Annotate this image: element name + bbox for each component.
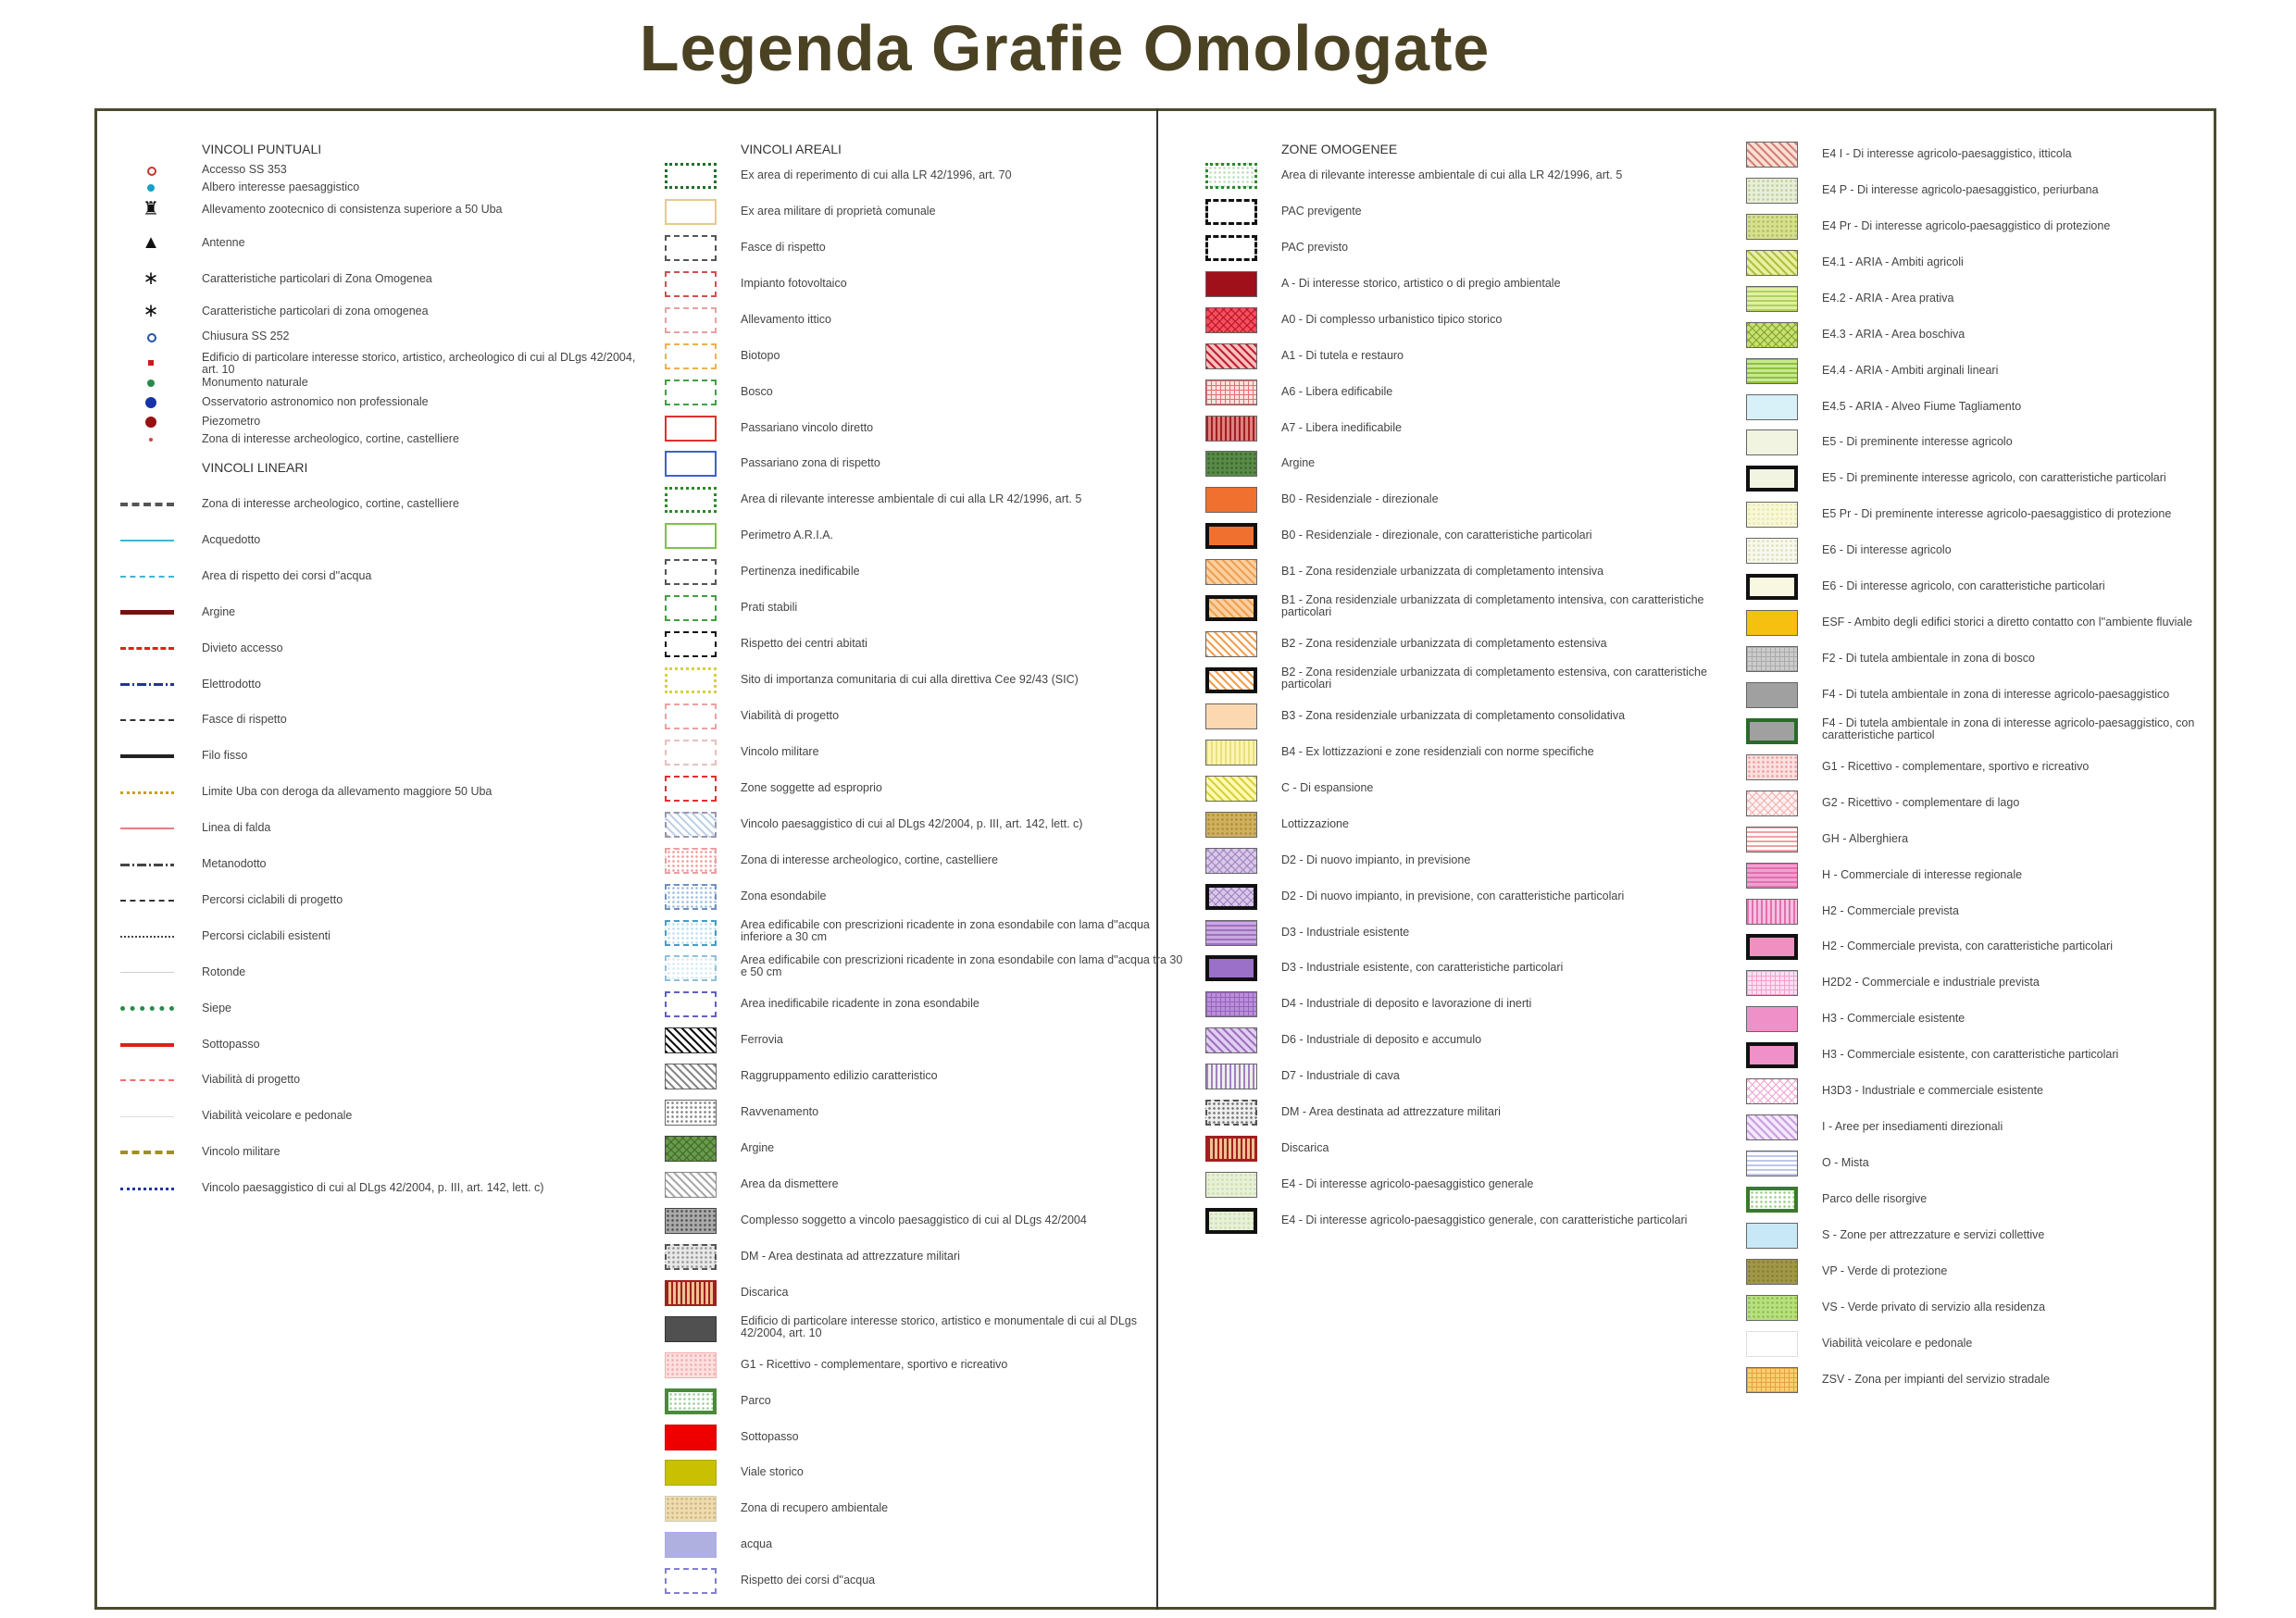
line-symbol-icon (120, 1079, 174, 1081)
legend-label: Acquedotto (202, 532, 261, 546)
legend-label: ESF - Ambito degli edifici storici a diretto contatto con l''ambiente fluviale (1822, 616, 2193, 629)
zone-swatch (1746, 1042, 1798, 1068)
legend-label: Monumento naturale (202, 376, 308, 389)
legend-label: S - Zone per attrezzature e servizi collettive (1822, 1227, 2045, 1241)
zone-swatch (1746, 646, 1798, 672)
zone-swatch (1205, 703, 1257, 729)
areal-swatch (665, 991, 717, 1017)
column-header: VINCOLI LINEARI (202, 460, 308, 475)
legend-label: D2 - Di nuovo impianto, in previsione, con caratteristiche particolari (1281, 889, 1625, 902)
legend-label: Allevamento zootecnico di consistenza superiore a 50 Uba (202, 203, 503, 216)
line-symbol-icon (120, 1043, 174, 1047)
line-symbol-icon (120, 610, 174, 615)
areal-swatch (665, 343, 717, 369)
zone-swatch (1205, 812, 1257, 838)
legend-label: Zona di recupero ambientale (741, 1501, 889, 1515)
legend-label: PAC previgente (1281, 204, 1362, 218)
legend-label: Ex area di reperimento di cui alla LR 42/1996, art. 70 (741, 168, 1012, 181)
legend-label: Bosco (741, 384, 773, 398)
areal-swatch (665, 199, 717, 225)
legend-label: Raggruppamento edilizio caratteristico (741, 1069, 938, 1083)
legend-label: Impianto fotovoltaico (741, 276, 847, 290)
legend-label: D2 - Di nuovo impianto, in previsione (1281, 853, 1471, 866)
areal-swatch (665, 271, 717, 297)
line-symbol-icon (120, 1188, 174, 1190)
legend-label: Limite Uba con deroga da allevamento maggiore 50 Uba (202, 785, 493, 799)
legend-label: Area inedificabile ricadente in zona esondabile (741, 997, 980, 1011)
zone-swatch (1205, 595, 1257, 621)
legend-label: E6 - Di interesse agricolo, con caratteristiche particolari (1822, 579, 2105, 593)
legend-label: Viale storico (741, 1465, 804, 1479)
zone-swatch (1205, 307, 1257, 333)
legend-label: E4.4 - ARIA - Ambiti arginali lineari (1822, 363, 1999, 377)
point-symbol-icon (148, 360, 154, 366)
legend-label: Discarica (1281, 1141, 1329, 1155)
legend-label: E4 Pr - Di interesse agricolo-paesaggistico di protezione (1822, 218, 2111, 232)
zone-swatch (1746, 970, 1798, 996)
areal-swatch (665, 523, 717, 549)
legend-label: B0 - Residenziale - direzionale (1281, 492, 1439, 506)
areal-swatch (665, 1280, 717, 1306)
areal-swatch (665, 1532, 717, 1558)
point-symbol-icon (147, 380, 155, 387)
legend-label: G1 - Ricettivo - complementare, sportivo e ricreativo (1822, 759, 2090, 773)
zone-swatch (1205, 235, 1257, 261)
zone-swatch (1746, 1114, 1798, 1140)
zone-swatch (1746, 1187, 1798, 1213)
legend-label: F4 - Di tutela ambientale in zona di interesse agricolo-paesaggistico (1822, 687, 2170, 701)
legend-label: D3 - Industriale esistente, con caratteristiche particolari (1281, 961, 1564, 975)
areal-swatch (665, 920, 717, 946)
areal-swatch (665, 1100, 717, 1126)
legend-label: Albero interesse paesaggistico (202, 180, 360, 193)
zone-swatch (1746, 538, 1798, 564)
legend-label: Rispetto dei centri abitati (741, 637, 867, 651)
line-symbol-icon (120, 647, 174, 650)
legend-label: H2 - Commerciale prevista (1822, 903, 1959, 917)
legend-label: Allevamento ittico (741, 312, 831, 326)
zone-swatch (1746, 899, 1798, 925)
areal-swatch (665, 595, 717, 621)
point-symbol-icon (149, 438, 153, 442)
legend-label: O - Mista (1822, 1156, 1869, 1170)
legend-label: Viabilità veicolare e pedonale (1822, 1336, 1973, 1350)
zone-swatch (1746, 250, 1798, 276)
areal-swatch (665, 1172, 717, 1198)
legend-label: VS - Verde privato di servizio alla residenza (1822, 1300, 2046, 1313)
legend-label: DM - Area destinata ad attrezzature militari (741, 1249, 960, 1263)
zone-swatch (1205, 955, 1257, 981)
legend-label: Pertinenza inedificabile (741, 565, 860, 579)
line-symbol-icon (120, 1151, 174, 1154)
legend-label: F2 - Di tutela ambientale in zona di bosco (1822, 652, 2035, 666)
legend-label: Piezometro (202, 415, 261, 428)
legend-label: E4 - Di interesse agricolo-paesaggistico generale, con caratteristiche particolari (1281, 1213, 1688, 1226)
zone-swatch (1205, 559, 1257, 585)
legend-label: Argine (741, 1141, 775, 1155)
zone-swatch (1746, 502, 1798, 528)
legend-label: Elettrodotto (202, 677, 261, 691)
point-symbol-icon: ♜ (143, 199, 159, 219)
areal-swatch (665, 1388, 717, 1414)
zone-swatch (1205, 667, 1257, 693)
legend-label: Parco (741, 1393, 771, 1407)
areal-swatch (665, 631, 717, 657)
zone-swatch (1205, 163, 1257, 189)
zone-swatch (1746, 214, 1798, 240)
line-symbol-icon (120, 576, 174, 578)
legend-label: E4.2 - ARIA - Area prativa (1822, 291, 1954, 305)
legend-label: Passariano zona di rispetto (741, 456, 880, 470)
legend-label: Viabilità di progetto (202, 1073, 301, 1087)
legend-label: B3 - Zona residenziale urbanizzata di completamento consolidativa (1281, 708, 1626, 722)
point-symbol-icon: ∗ (143, 301, 159, 321)
zone-swatch (1746, 754, 1798, 780)
zone-swatch (1205, 487, 1257, 513)
areal-swatch (665, 1352, 717, 1378)
legend-label: E4.3 - ARIA - Area boschiva (1822, 327, 1965, 341)
legend-label: Siepe (202, 1001, 231, 1014)
areal-swatch (665, 235, 717, 261)
legend-label: A7 - Libera inedificabile (1281, 420, 1402, 434)
zone-swatch (1205, 380, 1257, 405)
legend-label: A6 - Libera edificabile (1281, 384, 1393, 398)
zone-swatch (1205, 1064, 1257, 1089)
line-symbol-icon (120, 1116, 174, 1117)
legend-label: D4 - Industriale di deposito e lavorazione di inerti (1281, 997, 1532, 1011)
areal-swatch (665, 740, 717, 765)
zone-swatch (1205, 1027, 1257, 1053)
areal-swatch (665, 812, 717, 838)
legend-label: E4.5 - ARIA - Alveo Fiume Tagliamento (1822, 399, 2022, 413)
legend-label: Fasce di rispetto (202, 713, 287, 727)
legend-label: E4 P - Di interesse agricolo-paesaggistico, periurbana (1822, 182, 2099, 196)
legend-label: Percorsi ciclabili esistenti (202, 928, 331, 942)
legend-label: Area di rilevante interesse ambientale di cui alla LR 42/1996, art. 5 (741, 492, 1082, 506)
legend-label: D6 - Industriale di deposito e accumulo (1281, 1033, 1482, 1047)
areal-swatch (665, 487, 717, 513)
areal-swatch (665, 307, 717, 333)
zone-swatch (1746, 286, 1798, 312)
legend-label: Edificio di particolare interesse storico, artistico e monumentale di cui al DLgs 42/2004, art. 10 (741, 1313, 1137, 1339)
areal-swatch (665, 1316, 717, 1342)
legend-label: B2 - Zona residenziale urbanizzata di completamento estensiva, con caratteristiche particolari (1281, 666, 1707, 691)
legend-label: Ferrovia (741, 1033, 783, 1047)
zone-swatch (1746, 1259, 1798, 1285)
zone-swatch (1746, 790, 1798, 816)
legend-label: H - Commerciale di interesse regionale (1822, 867, 2023, 881)
legend-label: acqua (741, 1537, 773, 1551)
line-symbol-icon (120, 754, 174, 758)
point-symbol-icon (145, 417, 156, 428)
legend-label: E5 - Di preminente interesse agricolo, con caratteristiche particolari (1822, 471, 2166, 485)
legend-label: Area edificabile con prescrizioni ricadente in zona esondabile con lama d''acqua tra 30 e 50 cm (741, 953, 1183, 979)
legend-label: Rotonde (202, 965, 246, 978)
line-symbol-icon (120, 900, 174, 902)
zone-swatch (1205, 848, 1257, 874)
legend-label: A0 - Di complesso urbanistico tipico storico (1281, 312, 1503, 326)
legend-label: G1 - Ricettivo - complementare, sportivo e ricreativo (741, 1357, 1008, 1371)
line-symbol-icon (120, 936, 174, 938)
legend-label: Caratteristiche particolari di Zona Omogenea (202, 272, 432, 285)
zone-swatch (1746, 358, 1798, 384)
zone-swatch (1746, 827, 1798, 853)
areal-swatch (665, 163, 717, 189)
zone-swatch (1746, 1223, 1798, 1249)
page-title: Legenda Grafie Omologate (639, 12, 1491, 84)
areal-swatch (665, 1568, 717, 1594)
line-symbol-icon (120, 719, 174, 721)
zone-swatch (1205, 920, 1257, 946)
legend-label: A - Di interesse storico, artistico o di pregio ambientale (1281, 276, 1561, 290)
point-symbol-icon: ∗ (143, 268, 159, 289)
areal-swatch (665, 1136, 717, 1162)
legend-label: Vincolo militare (202, 1145, 281, 1159)
legend-label: H3 - Commerciale esistente, con caratteristiche particolari (1822, 1048, 2119, 1062)
point-symbol-icon (147, 167, 156, 176)
legend-label: Discarica (741, 1285, 789, 1299)
zone-swatch (1205, 1172, 1257, 1198)
zone-swatch (1746, 394, 1798, 420)
zone-swatch (1746, 322, 1798, 348)
zone-swatch (1205, 884, 1257, 910)
legend-label: Area di rilevante interesse ambientale di cui alla LR 42/1996, art. 5 (1281, 168, 1623, 181)
legend-label: H3D3 - Industriale e commerciale esistente (1822, 1084, 2043, 1098)
column-header: VINCOLI AREALI (741, 142, 842, 156)
legend-label: G2 - Ricettivo - complementare di lago (1822, 795, 2020, 809)
legend-label: Zone soggette ad esproprio (741, 780, 882, 794)
zone-swatch (1746, 1006, 1798, 1032)
legend-label: Fasce di rispetto (741, 240, 826, 254)
legend-label: VP - Verde di protezione (1822, 1263, 1948, 1277)
legend-label: E4 - Di interesse agricolo-paesaggistico generale (1281, 1177, 1534, 1191)
legend-label: D3 - Industriale esistente (1281, 925, 1410, 939)
zone-swatch (1746, 934, 1798, 960)
legend-label: Viabilità di progetto (741, 708, 840, 722)
zone-swatch (1746, 1331, 1798, 1357)
areal-swatch (665, 1496, 717, 1522)
areal-swatch (665, 1064, 717, 1089)
legend-label: PAC previsto (1281, 240, 1349, 254)
zone-swatch (1746, 863, 1798, 889)
point-symbol-icon (147, 333, 156, 342)
line-symbol-icon (120, 503, 174, 506)
legend-label: Chiusura SS 252 (202, 330, 290, 342)
legend-label: Divieto accesso (202, 641, 283, 654)
legend-label: Rispetto dei corsi d''acqua (741, 1574, 876, 1587)
legend-label: Biotopo (741, 348, 780, 362)
zone-swatch (1205, 523, 1257, 549)
legend-label: Ravvenamento (741, 1105, 819, 1119)
legend-label: Vincolo paesaggistico di cui al DLgs 42/2004, p. III, art. 142, lett. c) (202, 1181, 544, 1195)
legend-label: Argine (202, 604, 236, 618)
legend-label: Vincolo militare (741, 744, 819, 758)
zone-swatch (1746, 574, 1798, 600)
line-symbol-icon (120, 683, 174, 686)
legend-label: E4.1 - ARIA - Ambiti agricoli (1822, 255, 1964, 268)
legend-label: DM - Area destinata ad attrezzature militari (1281, 1105, 1501, 1119)
legend-label: Sottopasso (202, 1037, 260, 1051)
zone-swatch (1746, 1295, 1798, 1321)
areal-swatch (665, 776, 717, 802)
areal-swatch (665, 848, 717, 874)
legend-label: Caratteristiche particolari di zona omogenea (202, 305, 429, 317)
point-symbol-icon (145, 397, 156, 408)
zone-swatch (1746, 610, 1798, 636)
areal-swatch (665, 884, 717, 910)
legend-label: E6 - Di interesse agricolo (1822, 543, 1952, 557)
zone-swatch (1205, 416, 1257, 442)
zone-swatch (1746, 1078, 1798, 1104)
legend-label: F4 - Di tutela ambientale in zona di interesse agricolo-paesaggistico, con caratteristiche particol (1822, 716, 2195, 741)
zone-swatch (1746, 1151, 1798, 1176)
legend-label: Argine (1281, 456, 1316, 470)
zone-swatch (1205, 740, 1257, 765)
legend-label: Zona esondabile (741, 889, 827, 902)
legend-label: Ex area militare di proprietà comunale (741, 204, 936, 218)
zone-swatch (1746, 718, 1798, 744)
legend-label: Prati stabili (741, 601, 798, 615)
legend-label: Accesso SS 353 (202, 163, 287, 176)
zone-swatch (1746, 429, 1798, 455)
zone-swatch (1205, 991, 1257, 1017)
legend-label: C - Di espansione (1281, 780, 1374, 794)
line-symbol-icon (120, 864, 174, 866)
zone-swatch (1205, 1208, 1257, 1234)
legend-label: Zona di interesse archeologico, cortine, castelliere (202, 432, 459, 445)
line-symbol-icon (120, 972, 174, 973)
zone-swatch (1205, 271, 1257, 297)
zone-swatch (1205, 1136, 1257, 1162)
legend-label: Filo fisso (202, 749, 248, 763)
areal-swatch (665, 1244, 717, 1270)
areal-swatch (665, 1027, 717, 1053)
point-symbol-icon (147, 184, 155, 192)
areal-swatch (665, 703, 717, 729)
legend-label: B1 - Zona residenziale urbanizzata di completamento intensiva, con caratteristiche particolari (1281, 593, 1704, 619)
zone-swatch (1746, 178, 1798, 204)
legend-label: Osservatorio astronomico non professionale (202, 395, 429, 408)
areal-swatch (665, 1460, 717, 1486)
areal-swatch (665, 1208, 717, 1234)
areal-swatch (665, 559, 717, 585)
legend-label: H2D2 - Commerciale e industriale prevista (1822, 976, 2040, 989)
legend-label: B0 - Residenziale - direzionale, con caratteristiche particolari (1281, 529, 1592, 542)
legend-label: D7 - Industriale di cava (1281, 1069, 1400, 1083)
zone-swatch (1205, 631, 1257, 657)
legend-label: H2 - Commerciale prevista, con caratteristiche particolari (1822, 940, 2113, 953)
legend-label: E4 I - Di interesse agricolo-paesaggistico, itticola (1822, 147, 2072, 160)
column-header: ZONE OMOGENEE (1281, 142, 1398, 156)
areal-swatch (665, 955, 717, 981)
legend-label: Perimetro A.R.I.A. (741, 529, 834, 542)
legend-label: Sottopasso (741, 1429, 799, 1443)
zone-swatch (1205, 199, 1257, 225)
zone-swatch (1746, 682, 1798, 708)
line-symbol-icon (120, 791, 174, 794)
legend-label: Lottizzazione (1281, 816, 1349, 830)
legend-label: Edificio di particolare interesse storico, artistico, archeologico di cui al DLgs 42/2004, art. 10 (202, 351, 636, 376)
legend-label: E5 - Di preminente interesse agricolo (1822, 435, 2013, 449)
legend-label: Zona di interesse archeologico, cortine, castelliere (202, 497, 459, 510)
legend-label: Linea di falda (202, 821, 271, 835)
zone-swatch (1746, 466, 1798, 492)
areal-swatch (665, 451, 717, 477)
zone-swatch (1205, 451, 1257, 477)
line-symbol-icon (120, 540, 174, 541)
legend-label: ZSV - Zona per impianti del servizio stradale (1822, 1372, 2050, 1386)
legend-label: Antenne (202, 236, 245, 249)
legend-label: Complesso soggetto a vincolo paesaggistico di cui al DLgs 42/2004 (741, 1213, 1087, 1226)
areal-swatch (665, 667, 717, 693)
legend-label: B1 - Zona residenziale urbanizzata di completamento intensiva (1281, 565, 1604, 579)
legend-label: Area da dismettere (741, 1177, 839, 1191)
legend-label: Vincolo paesaggistico di cui al DLgs 42/2004, p. III, art. 142, lett. c) (741, 816, 1083, 830)
legend-label: Passariano vincolo diretto (741, 420, 874, 434)
legend-label: E5 Pr - Di preminente interesse agricolo-paesaggistico di protezione (1822, 507, 2172, 521)
zone-swatch (1746, 142, 1798, 168)
legend-label: GH - Alberghiera (1822, 831, 1909, 845)
legend-label: Percorsi ciclabili di progetto (202, 892, 343, 906)
legend-label: Area di rispetto dei corsi d''acqua (202, 568, 372, 582)
legend-label: B2 - Zona residenziale urbanizzata di completamento estensiva (1281, 637, 1607, 651)
zone-swatch (1205, 1100, 1257, 1126)
line-symbol-icon (120, 828, 174, 829)
areal-swatch (665, 380, 717, 405)
legend-label: Zona di interesse archeologico, cortine, castelliere (741, 853, 998, 866)
legend-label: Viabilità veicolare e pedonale (202, 1109, 353, 1123)
line-symbol-icon (120, 1006, 174, 1011)
legend-label: Metanodotto (202, 857, 267, 870)
legend-label: Parco delle risorgive (1822, 1191, 1928, 1205)
areal-swatch (665, 1425, 717, 1450)
zone-swatch (1205, 776, 1257, 802)
legend-label: H3 - Commerciale esistente (1822, 1012, 1965, 1026)
legend-label: A1 - Di tutela e restauro (1281, 348, 1404, 362)
areal-swatch (665, 416, 717, 442)
legend-label: I - Aree per insediamenti direzionali (1822, 1120, 2003, 1134)
legend-label: Area edificabile con prescrizioni ricadente in zona esondabile con lama d''acqua inferiore a 30 cm (741, 917, 1150, 943)
legend-label: Sito di importanza comunitaria di cui alla direttiva Cee 92/43 (SIC) (741, 673, 1079, 687)
legend-label: B4 - Ex lottizzazioni e zone residenziali con norme specifiche (1281, 744, 1594, 758)
zone-swatch (1205, 343, 1257, 369)
point-symbol-icon: ▲ (142, 232, 160, 253)
column-header: VINCOLI PUNTUALI (202, 142, 322, 156)
zone-swatch (1746, 1367, 1798, 1393)
